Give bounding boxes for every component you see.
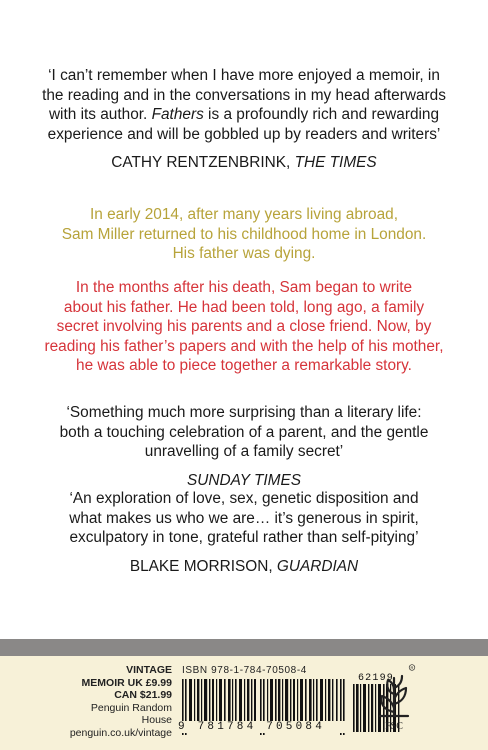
- blurb-line: In the months after his death, Sam began to write: [75, 279, 413, 296]
- attribution-source: GUARDIAN: [276, 557, 359, 575]
- quote-line: ‘An exploration of love, sex, genetic disposition and: [69, 490, 419, 507]
- blurb-story: [34, 278, 454, 376]
- blurb-line: about his father. He had been told, long ago, a family: [63, 298, 425, 316]
- review-quote-times: [30, 66, 458, 173]
- imprint-block: [58, 664, 172, 739]
- price-uk: MEMOIR UK £9.99: [81, 676, 172, 689]
- quote-text: [30, 66, 458, 144]
- quote-attribution: [30, 153, 458, 173]
- blurb-line: he was able to piece together a remarkable story.: [76, 357, 412, 375]
- publisher-website: penguin.co.uk/vintage: [69, 726, 172, 739]
- barcode-addon-digits: 62199: [357, 673, 394, 684]
- blurb-line: Sam Miller returned to his childhood home in London.: [61, 225, 427, 243]
- publisher-name: VINTAGE: [126, 664, 172, 676]
- book-title: Fathers: [151, 106, 204, 124]
- quote-line: what makes us who we are… it’s generous in spirit,: [69, 509, 419, 527]
- blurb-line: secret involving his parents and a close friend. Now, by: [56, 318, 432, 336]
- quote-attribution: [30, 471, 458, 491]
- attribution-source: SUNDAY TIMES: [186, 471, 302, 489]
- grey-band: [0, 639, 488, 656]
- attribution-name: CATHY RENTZENBRINK,: [111, 154, 291, 172]
- attribution-source: THE TIMES: [294, 154, 377, 172]
- blurb-line: reading his father’s papers and with the help of his mother,: [44, 337, 444, 355]
- quote-line: exculpatory in tone, grateful rather than self-pitying’: [69, 529, 419, 547]
- quote-text: [30, 403, 458, 462]
- quote-text: [30, 489, 458, 548]
- review-quote-guardian: [30, 489, 458, 576]
- review-quote-sunday-times: [30, 403, 458, 490]
- price-can: CAN $21.99: [114, 689, 172, 701]
- blurb-line: In early 2014, after many years living abroad,: [90, 206, 398, 223]
- barcode-digits: 9 781784 705084: [178, 721, 350, 733]
- quote-line: with its author. Fathers is a profoundly rich and rewarding: [48, 106, 440, 124]
- quote-line: both a touching celebration of a parent, and the gentle: [59, 423, 429, 441]
- fsc-label: FSC: [385, 721, 403, 732]
- attribution-name: BLAKE MORRISON,: [129, 557, 273, 575]
- svg-text:R: R: [410, 665, 414, 671]
- quote-line: ‘I can’t remember when I have more enjoyed a memoir, in: [48, 67, 440, 84]
- blurb-line: His father was dying.: [172, 245, 316, 263]
- publisher-house: Penguin Random House: [90, 701, 172, 726]
- isbn-label: ISBN 978-1-784-70508-4: [182, 665, 307, 676]
- quote-line: experience and will be gobbled up by readers and writers’: [47, 125, 441, 143]
- quote-attribution: [30, 557, 458, 577]
- blurb-intro: [34, 205, 454, 264]
- quote-line: the reading and in the conversations in my head afterwards: [42, 86, 446, 104]
- quote-line: unravelling of a family secret’: [144, 443, 344, 461]
- quote-line: ‘Something much more surprising than a literary life:: [66, 404, 422, 421]
